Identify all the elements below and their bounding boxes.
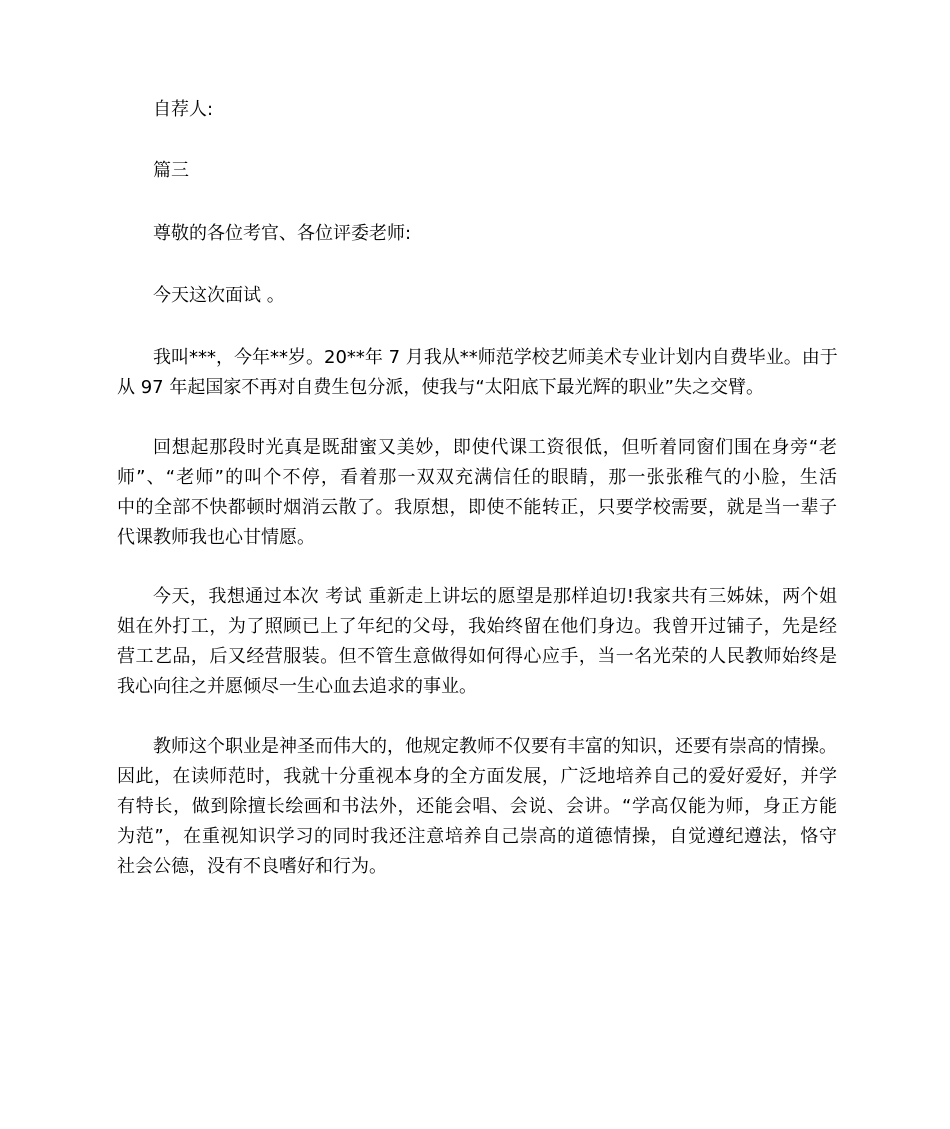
paragraph-intro (117, 281, 837, 311)
paragraph-line: 今天这次面试 。 (153, 285, 285, 306)
paragraph-line: 我心向往之并愿倾尽一生心血去追求的事业。 (117, 676, 477, 697)
paragraph-line: 今天，我想通过本次 考试 重新走上讲坛的愿望是那样迫切!我家共有三姊妹，两个姐 (153, 586, 837, 607)
paragraph-line: 代课教师我也心甘情愿。 (117, 527, 315, 548)
paragraph-line: 尊敬的各位考官、各位评委老师: (153, 223, 412, 244)
paragraph-line: 师”、“老师”的叫个不停，看着那一双双充满信任的眼睛，那一张张稚气的小脸，生活 (117, 467, 837, 488)
paragraph-line: 篇三 (153, 160, 189, 181)
paragraph-section-heading (117, 156, 837, 186)
paragraph-line: 自荐人: (153, 99, 214, 120)
paragraph-line: 回想起那段时光真是既甜蜜又美妙，即使代课工资很低，但听着同窗们围在身旁“老 (153, 437, 837, 458)
paragraph-salutation (117, 219, 837, 249)
paragraph-line: 从 97 年起国家不再对自费生包分派，使我与“太阳底下最光辉的职业”失之交臂。 (117, 377, 764, 398)
paragraph-line: 姐在外打工，为了照顾已上了年纪的父母，我始终留在他们身边。我曾开过铺子，先是经 (117, 616, 837, 637)
paragraph-teaching-profession (117, 732, 837, 882)
paragraph-memories (117, 433, 837, 553)
paragraph-line: 有特长，做到除擅长绘画和书法外，还能会唱、会说、会讲。“学高仅能为师，身正方能 (117, 796, 837, 817)
paragraph-line: 教师这个职业是神圣而伟大的，他规定教师不仅要有丰富的知识，还要有崇高的情操。 (153, 736, 837, 757)
paragraph-line: 我叫***，今年**岁。20**年 7 月我从**师范学校艺师美术专业计划内自费毕业。由于 (153, 347, 838, 368)
paragraph-aspiration (117, 582, 837, 702)
paragraph-line: 因此，在读师范时，我就十分重视本身的全方面发展，广泛地培养自己的爱好爱好，并学 (117, 766, 837, 787)
paragraph-line: 社会公德，没有不良嗜好和行为。 (117, 856, 387, 877)
paragraph-signature (117, 95, 837, 125)
paragraph-self-introduction (117, 343, 837, 403)
paragraph-line: 营工艺品，后又经营服装。但不管生意做得如何得心应手，当一名光荣的人民教师始终是 (117, 646, 837, 667)
paragraph-line: 中的全部不快都顿时烟消云散了。我原想，即使不能转正，只要学校需要，就是当一辈子 (117, 497, 837, 518)
paragraph-line: 为范”，在重视知识学习的同时我还注意培养自己崇高的道德情操，自觉遵纪遵法，恪守 (117, 826, 837, 847)
